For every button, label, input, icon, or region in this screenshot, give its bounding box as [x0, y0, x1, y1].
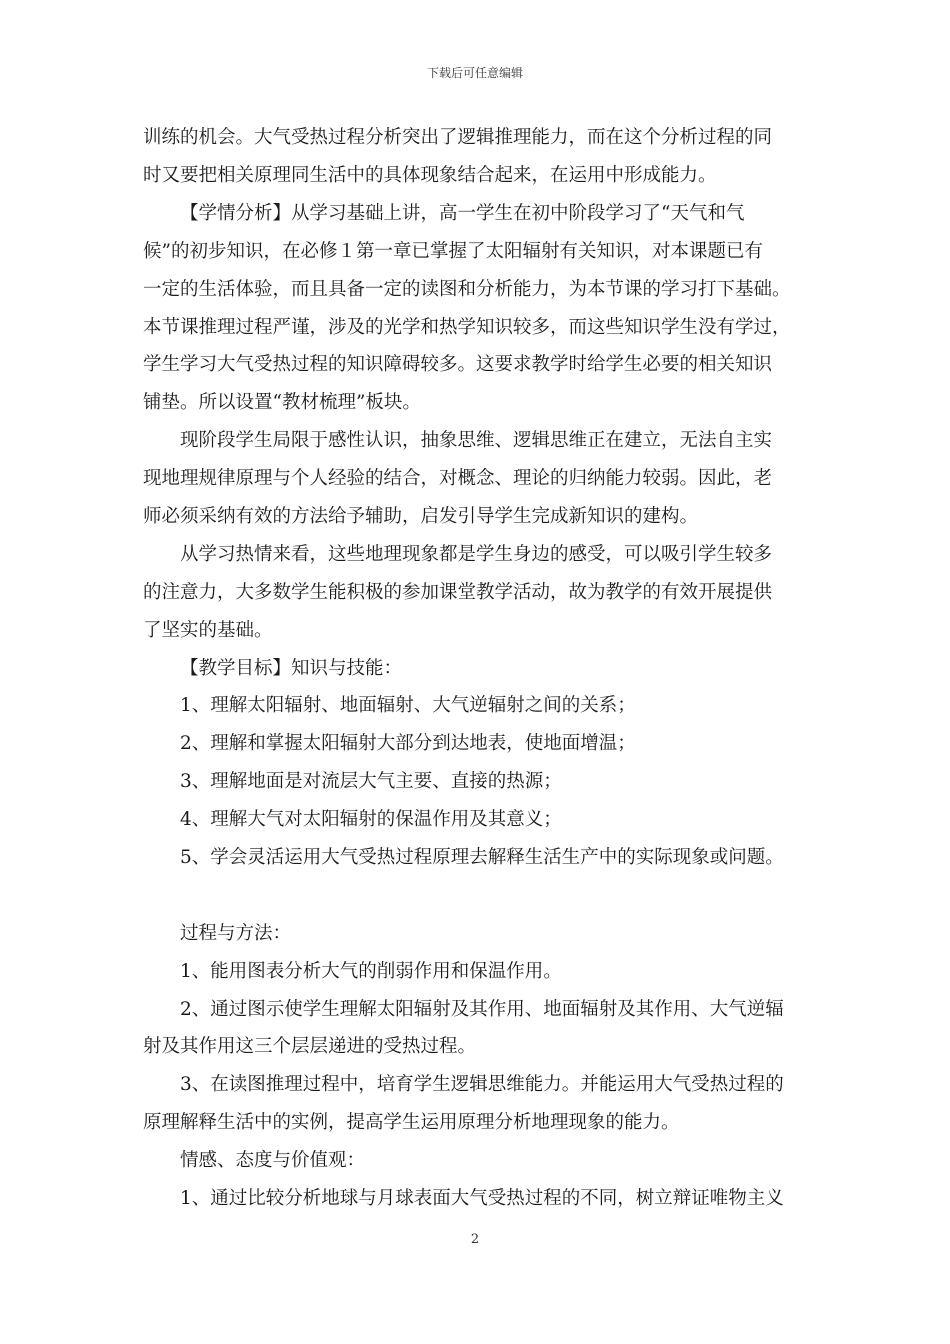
- text-line: 一定的生活体验，而且具备一定的读图和分析能力，为本节课的学习打下基础。: [143, 279, 791, 300]
- list-item: 5、学会灵活运用大气受热过程原理去解释生活生产中的实际现象或问题。: [180, 847, 784, 868]
- section-heading: 过程与方法：: [180, 923, 292, 944]
- text-line: 射及其作用这三个层层递进的受热过程。: [143, 1036, 477, 1057]
- text-line: 的注意力，大多数学生能积极的参加课堂教学活动，故为教学的有效开展提供: [143, 582, 773, 603]
- list-item: 1、通过比较分析地球与月球表面大气受热过程的不同，树立辩证唯物主义: [180, 1188, 784, 1209]
- section-heading: 【教学目标】知识与技能：: [180, 658, 403, 679]
- section-heading: 情感、态度与价值观：: [180, 1150, 366, 1171]
- text-line: 原理解释生活中的实例，提高学生运用原理分析地理现象的能力。: [143, 1112, 680, 1133]
- list-item: 3、在读图推理过程中，培育学生逻辑思维能力。并能运用大气受热过程的: [180, 1074, 784, 1095]
- text-line: 现阶段学生局限于感性认识，抽象思维、逻辑思维正在建立，无法自主实: [180, 430, 773, 451]
- text-line: 师必须采纳有效的方法给予辅助，启发引导学生完成新知识的建构。: [143, 506, 699, 527]
- page-number: 2: [470, 1232, 480, 1247]
- text-line: 学生学习大气受热过程的知识障碍较多。这要求教学时给学生必要的相关知识: [143, 354, 773, 375]
- text-line: 训练的机会。大气受热过程分析突出了逻辑推理能力，而在这个分析过程的同: [143, 127, 773, 148]
- list-item: 2、通过图示使学生理解太阳辐射及其作用、地面辐射及其作用、大气逆辐: [180, 999, 784, 1020]
- list-item: 4、理解大气对太阳辐射的保温作用及其意义；: [180, 809, 562, 830]
- text-line: 现地理规律原理与个人经验的结合，对概念、理论的归纳能力较弱。因此，老: [143, 468, 773, 489]
- text-line: 【学情分析】从学习基础上讲，高一学生在初中阶段学习了“天气和气: [180, 203, 745, 224]
- list-item: 1、理解太阳辐射、地面辐射、大气逆辐射之间的关系；: [180, 695, 636, 716]
- text-line: 时又要把相关原理同生活中的具体现象结合起来，在运用中形成能力。: [143, 165, 717, 186]
- text-line: 铺垫。所以设置“教材梳理”板块。: [143, 392, 421, 413]
- text-line: 从学习热情来看，这些地理现象都是学生身边的感受，可以吸引学生较多: [180, 544, 773, 565]
- text-line: 了坚实的基础。: [143, 620, 273, 641]
- page-header-note: 下载后可任意编辑: [426, 66, 523, 80]
- text-line: 候”的初步知识，在必修１第一章已掌握了太阳辐射有关知识，对本课题已有: [143, 241, 763, 262]
- list-item: 3、理解地面是对流层大气主要、直接的热源；: [180, 771, 562, 792]
- text-line: 本节课推理过程严谨，涉及的光学和热学知识较多，而这些知识学生没有学过，: [143, 317, 791, 338]
- list-item: 2、理解和掌握太阳辐射大部分到达地表，使地面增温；: [180, 733, 636, 754]
- list-item: 1、能用图表分析大气的削弱作用和保温作用。: [180, 961, 562, 982]
